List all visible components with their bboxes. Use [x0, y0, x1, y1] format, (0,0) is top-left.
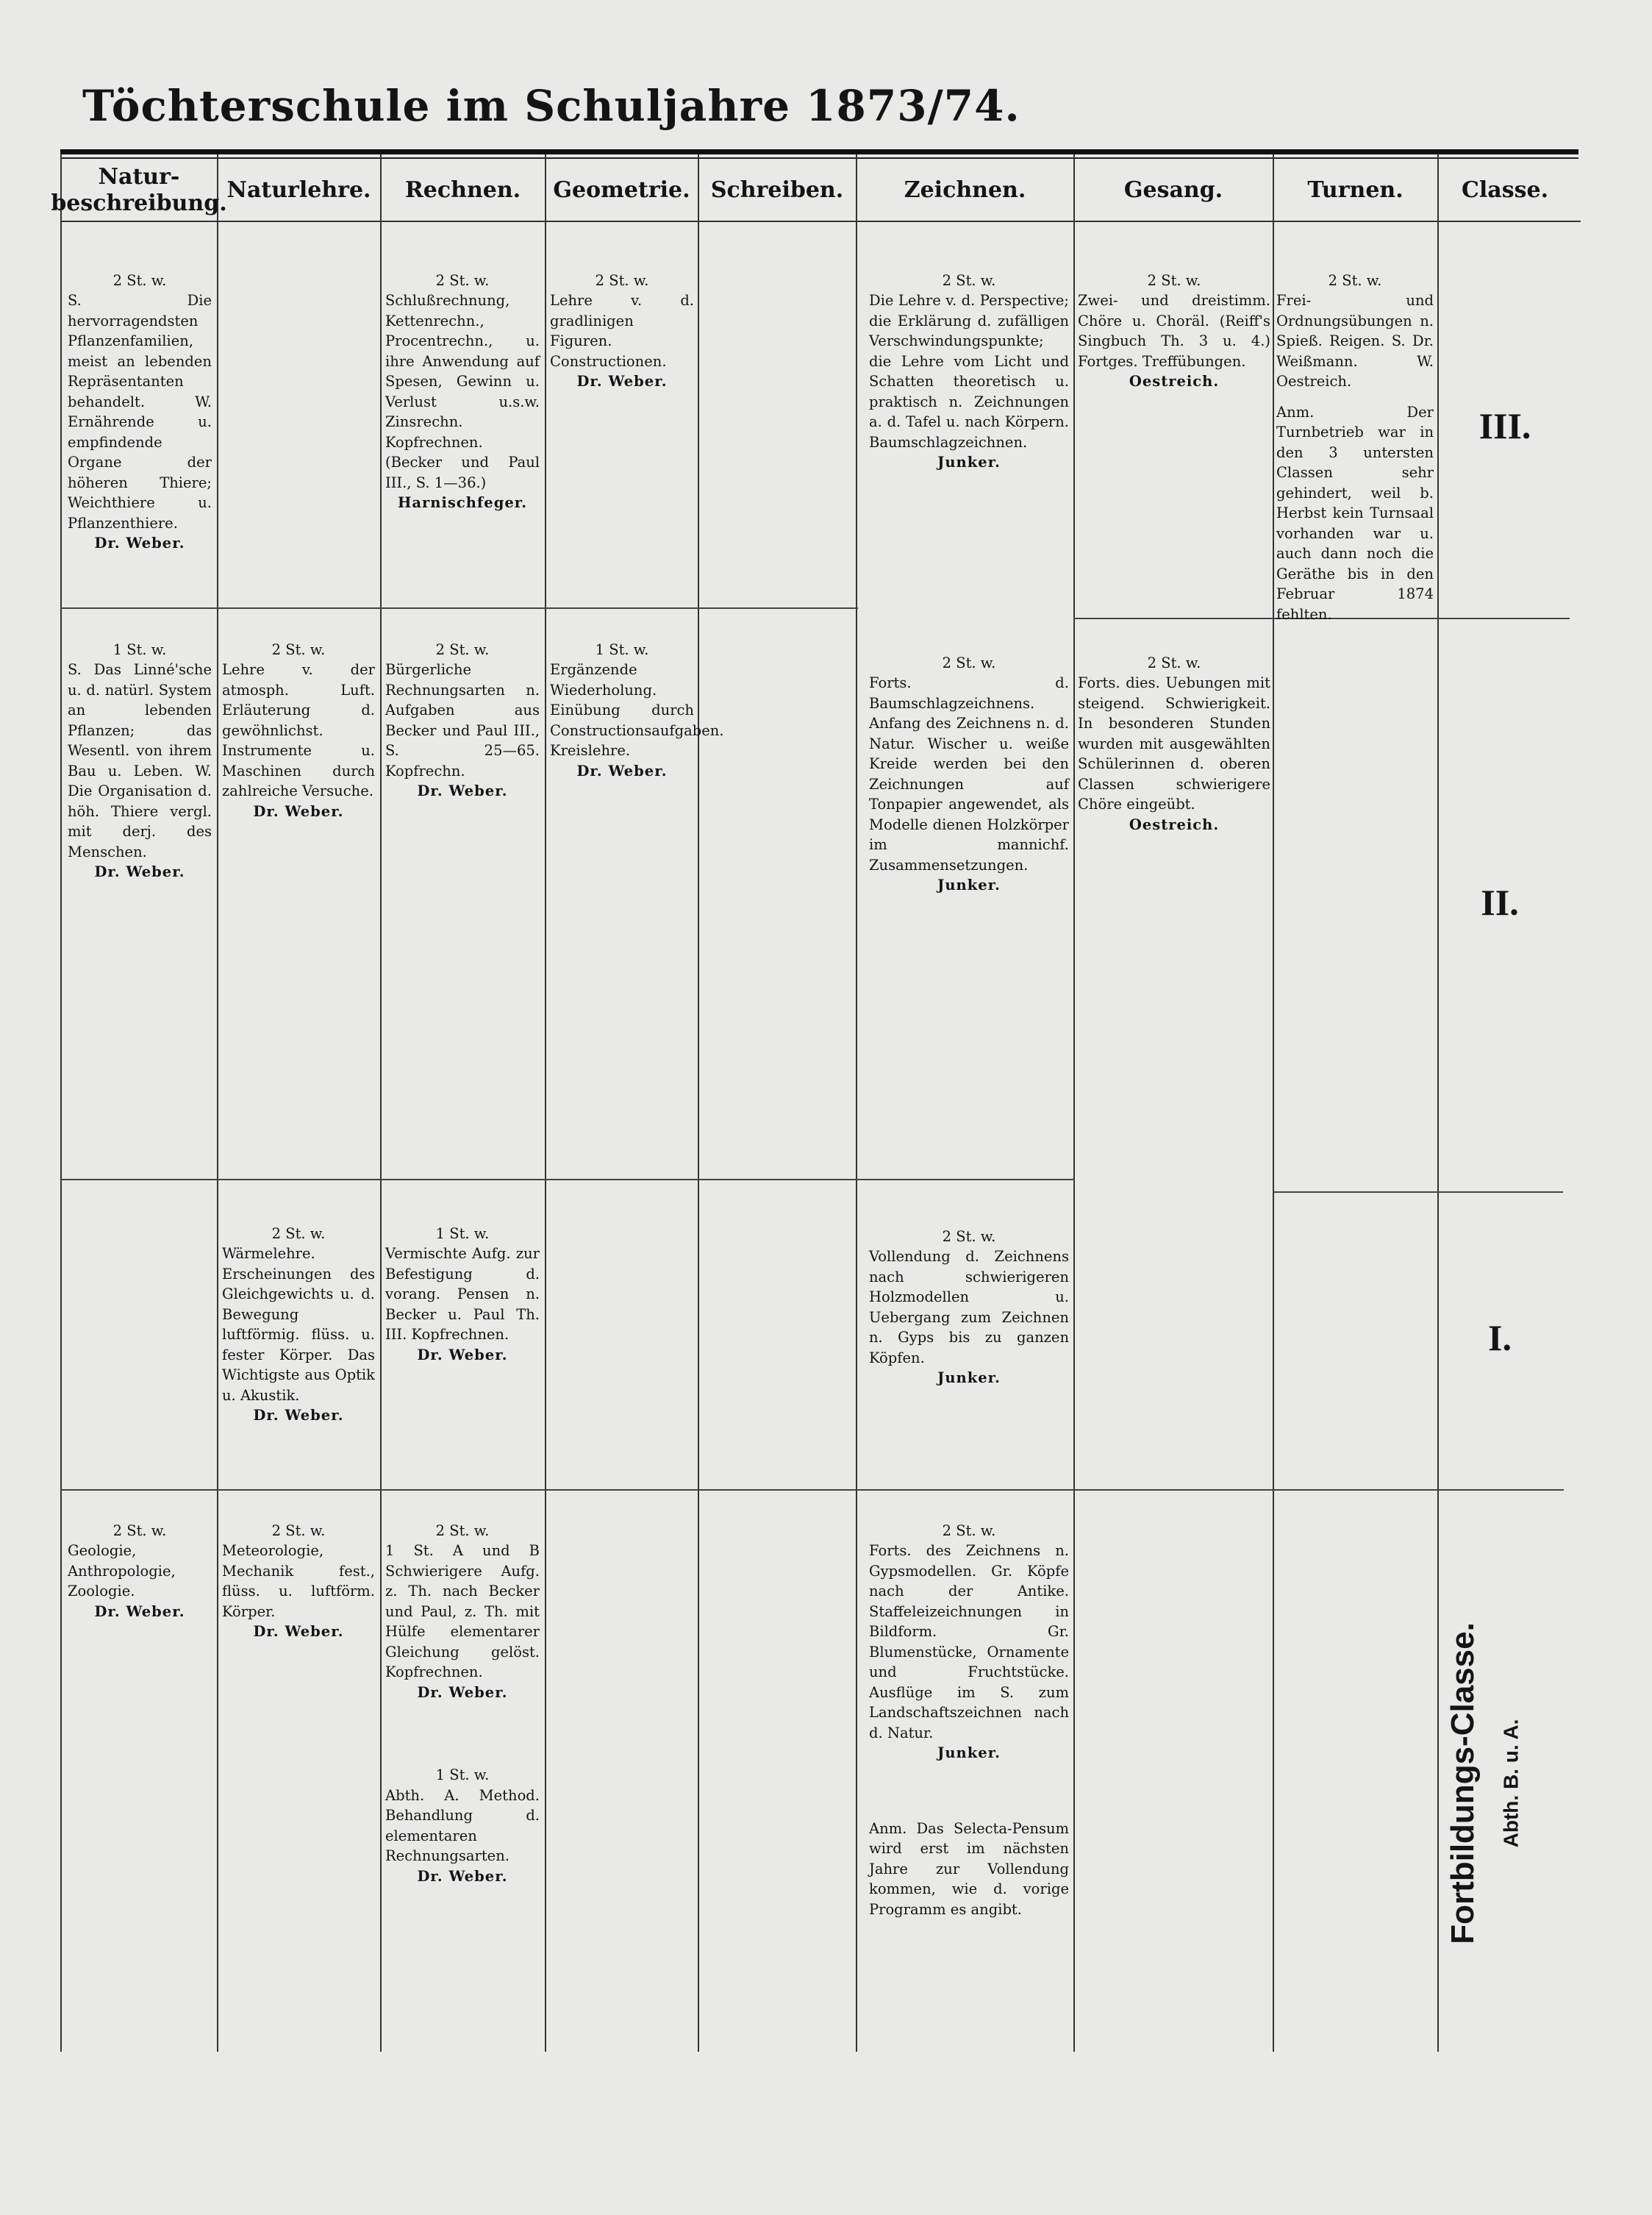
column-divider: [856, 154, 857, 2052]
hours-label: 2 St. w.: [271, 1522, 326, 1539]
column-divider: [380, 154, 382, 2052]
cell-class2-naturlehre: [222, 619, 375, 842]
cell-note: Anm. Das Selecta-Pensum wird erst im nächsten Jahre zur Vollendung kommen, wie d. vorige Programm es angibt.: [869, 1819, 1069, 1918]
teacher-name: Oestreich.: [1129, 816, 1220, 833]
cell-class1-rechnen: [385, 1203, 540, 1385]
cell-class2-zeichnen: [869, 632, 1069, 916]
hours-label: 1 St. w.: [595, 641, 649, 658]
hours-label: 2 St. w.: [942, 271, 996, 289]
row-separator: [60, 1179, 1075, 1180]
cell-text: Geologie, Anthropologie, Zoologie.: [68, 1542, 176, 1599]
cell-text: Wärmelehre. Erscheinungen des Gleichgewichts u. d. Bewegung luftförmig. flüss. u. fester Körper. Das Wichtigste aus Optik u. Akustik.: [222, 1245, 375, 1404]
hours-label: 2 St. w.: [1328, 271, 1382, 289]
cell-text: Forts. d. Baumschlagzeichnens. Anfang des Zeichnens n. d. Natur. Wischer u. weiße Kreide werden bei den Zeichnungen auf Tonpapier angewendet, als Modelle dienen Holzkörper im mannichf. Zusammensetzungen.: [869, 674, 1069, 874]
cell-text: Bürgerliche Rechnungsarten n. Aufgaben aus Becker und Paul III., S. 25—65. Kopfrechn.: [385, 661, 540, 780]
cell-class3-turnen: [1276, 250, 1434, 624]
teacher-name: Dr. Weber.: [576, 762, 668, 780]
teacher-name: Dr. Weber.: [253, 1623, 344, 1640]
hours-label: 1 St. w.: [435, 1224, 490, 1242]
column-header-schreiben: Schreiben.: [710, 177, 844, 203]
cell-text: Lehre v. der atmosph. Luft. Erläuterung d. gewöhnlichst. Instrumente u. Maschinen durch zahlreiche Versuche.: [222, 661, 375, 799]
cell-text: Ergänzende Wiederholung. Einübung durch Constructionsaufgaben. Kreislehre.: [550, 661, 724, 759]
cell-class2-naturbeschreibung: [68, 619, 212, 902]
cell-text: Vermischte Aufg. zur Befestigung d. vorang. Pensen n. Becker u. Paul Th. III. Kopfrechnen.: [385, 1245, 540, 1343]
hours-label: 1 St. w.: [112, 641, 167, 658]
column-header-classe: Classe.: [1461, 177, 1549, 203]
header-rule-thick: [60, 149, 1578, 154]
column-divider: [1273, 154, 1274, 2052]
hours-label: 2 St. w.: [435, 641, 490, 658]
cell-text: Vollendung d. Zeichnens nach schwierigeren Holzmodellen u. Uebergang zum Zeichnen n. Gyps bis zu ganzen Köpfen.: [869, 1248, 1069, 1366]
row-separator: [60, 1489, 1564, 1491]
fortbildung-title: Fortbildungs-Classe.: [1445, 1622, 1481, 1944]
teacher-name: Junker.: [937, 454, 1001, 471]
class-label-3: III.: [1478, 405, 1531, 446]
teacher-name: Dr. Weber.: [417, 1346, 508, 1363]
fortbildung-subtitle: Abth. B. u. A.: [1499, 1719, 1522, 1848]
cell-fort-naturbeschreibung: [68, 1500, 212, 1642]
teacher-name: Dr. Weber.: [417, 1867, 508, 1885]
hours-label: 2 St. w.: [271, 641, 326, 658]
row-separator: [1273, 1191, 1563, 1193]
teacher-name: Dr. Weber.: [253, 1407, 344, 1424]
cell-class2-geometrie: [550, 619, 724, 802]
teacher-name: Dr. Weber.: [576, 373, 668, 390]
teacher-name: Dr. Weber.: [94, 535, 185, 552]
teacher-name: Harnischfeger.: [397, 494, 528, 511]
hours-label: 2 St. w.: [112, 271, 167, 289]
teacher-name: Oestreich.: [1129, 373, 1220, 390]
teacher-name: Dr. Weber.: [94, 1602, 185, 1620]
hours-label: 2 St. w.: [942, 1227, 996, 1245]
teacher-name: Junker.: [937, 1744, 1001, 1761]
class-label-fortbildung: [1426, 1599, 1559, 1967]
page-title: Töchterschule im Schuljahre 1873/74.: [82, 81, 1020, 131]
cell-text: Forts. des Zeichnens n. Gypsmodellen. Gr. Köpfe nach der Antike. Staffeleizeichnungen in Bildform. Gr. Blumenstücke, Ornamente und Fruchtstücke. Ausflüge im S. zum Landschaftszeichnen nach d. Natur.: [869, 1542, 1069, 1741]
column-header-geometrie: Geometrie.: [553, 177, 690, 203]
cell-class1-naturlehre: [222, 1203, 375, 1446]
class-label-1: I.: [1488, 1317, 1512, 1358]
column-divider: [60, 154, 62, 2052]
hours-label: 2 St. w.: [1147, 271, 1201, 289]
header-underline: [60, 221, 876, 222]
cell-class3-zeichnen: [869, 250, 1069, 493]
cell-class2-gesang: [1078, 632, 1270, 855]
hours-label: 2 St. w.: [271, 1224, 326, 1242]
teacher-name: Dr. Weber.: [94, 863, 185, 880]
header-underline-right: [875, 221, 1581, 222]
cell-class3-naturbeschreibung: [68, 250, 212, 574]
teacher-name: Dr. Weber.: [253, 802, 344, 820]
class-label-2: II.: [1481, 882, 1519, 923]
hours-label: 2 St. w.: [435, 271, 490, 289]
column-header-rechnen: Rechnen.: [404, 177, 521, 203]
column-header-turnen: Turnen.: [1307, 177, 1404, 203]
teacher-name: Junker.: [937, 1369, 1001, 1386]
cell-text: Forts. dies. Uebungen mit steigend. Schwierigkeit. In besonderen Stunden wurden mit ausgewählten Schülerinnen d. oberen Classen schwierigere Chöre eingeübt.: [1078, 674, 1270, 813]
cell-text: S. Das Linné'sche u. d. natürl. System an lebenden Pflanzen; das Wesentl. von ihrem Bau u. Leben. W. Die Organisation d. höh. Thiere vergl. mit derj. des Menschen.: [68, 661, 212, 860]
cell-text: S. Die hervorragendsten Pflanzenfamilien, meist an lebenden Repräsentanten behandelt. W. Ernährende u. empfindende Organe der höheren Thiere; Weichthiere u. Pflanzenthiere.: [68, 292, 212, 532]
cell-fort-zeichnen: [869, 1500, 1069, 1919]
hours-label: 2 St. w.: [435, 1522, 490, 1539]
cell-class3-rechnen: [385, 250, 540, 533]
teacher-name: Dr. Weber.: [417, 1683, 508, 1701]
cell-note: Anm. Der Turnbetrieb war in den 3 untersten Classen sehr gehindert, weil b. Herbst kein Turnsaal vorhanden war u. auch dann noch die Geräthe bis in den Februar 1874 fehlten.: [1276, 403, 1434, 623]
column-header-gesang: Gesang.: [1123, 177, 1223, 203]
cell-fort-naturlehre: [222, 1500, 375, 1662]
cell-text: Lehre v. d. gradlinigen Figuren. Constructionen.: [550, 292, 694, 370]
hours-label: 2 St. w.: [112, 1522, 167, 1539]
hours-label: 2 St. w.: [942, 1522, 996, 1539]
cell-text: 1 St. A und B Schwierigere Aufg. z. Th. nach Becker und Paul, z. Th. mit Hülfe elementarer Gleichung gelöst. Kopfrechnen.: [385, 1542, 540, 1680]
column-divider: [217, 154, 218, 2052]
cell-text: Schlußrechnung, Kettenrechn., Procentrechn., u. ihre Anwendung auf Spesen, Gewinn u. Verlust u.s.w. Zinsrechn. Kopfrechnen. (Becker und Paul III., S. 1—36.): [385, 292, 540, 491]
column-header-naturlehre: Naturlehre.: [226, 177, 371, 203]
teacher-name: Dr. Weber.: [417, 782, 508, 799]
column-divider: [1073, 154, 1075, 2052]
hours-label: 1 St. w.: [435, 1766, 490, 1783]
column-divider: [698, 154, 699, 2052]
hours-label: 2 St. w.: [942, 654, 996, 671]
cell-fort-rechnen: [385, 1500, 540, 1907]
cell-class3-geometrie: [550, 250, 694, 412]
cell-class1-zeichnen: [869, 1206, 1069, 1408]
cell-text: Zwei- und dreistimm. Chöre u. Choräl. (Reiff's Singbuch Th. 3 u. 4.) Fortges. Treffübungen.: [1078, 292, 1270, 370]
column-divider: [545, 154, 546, 2052]
cell-text: Abth. A. Method. Behandlung d. elementaren Rechnungsarten.: [385, 1786, 540, 1864]
row-separator: [60, 607, 858, 609]
hours-label: 2 St. w.: [1147, 654, 1201, 671]
column-header-naturbeschreibung: Natur- beschreibung.: [51, 164, 227, 216]
teacher-name: Junker.: [937, 877, 1001, 894]
cell-class2-rechnen: [385, 619, 540, 821]
hours-label: 2 St. w.: [595, 271, 649, 289]
cell-text: Meteorologie, Mechanik fest., flüss. u. luftförm. Körper.: [222, 1542, 375, 1620]
column-header-zeichnen: Zeichnen.: [904, 177, 1026, 203]
cell-text: Die Lehre v. d. Perspective; die Erklärung d. zufälligen Verschwindungspunkte; die Lehre vom Licht und Schatten theoretisch u. praktisch n. Zeichnungen a. d. Tafel u. nach Körpern. Baumschlagzeichnen.: [869, 292, 1069, 451]
header-rule-thin: [60, 157, 1578, 159]
cell-class3-gesang: [1078, 250, 1270, 412]
cell-text: Frei- und Ordnungsübungen n. Spieß. Reigen. S. Dr. Weißmann. W. Oestreich.: [1276, 292, 1434, 390]
